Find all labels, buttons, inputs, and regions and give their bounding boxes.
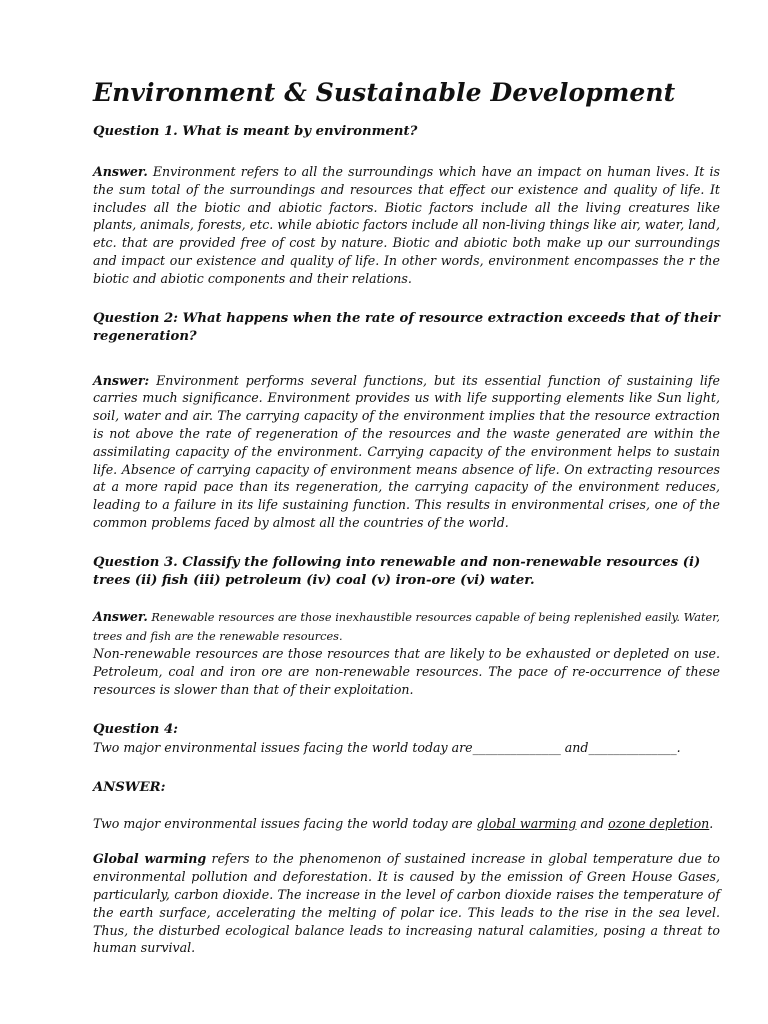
answer-1-body: Environment refers to all the surroundings which have an impact on human lives. It is the sum total of the surroundings and resources that effect our existence and quality of life. It includes all the biotic and abiotic factors. Biotic factors include all the living creatures like plants, animals, forests, etc. while abiotic factors include all non-living things like air, water, land, etc. that are provided free of cost by nature. Biotic and abiotic both make up our surroundings and impact our existence and quality of life. In other words, environment encompasses the r the biotic and abiotic components and their relations. xyxy=(93,164,720,286)
answer-4-period: . xyxy=(709,815,714,831)
question-4-prompt: Two major environmental issues facing the world today are______________ and______________. xyxy=(93,739,681,755)
answer-4-conj: and xyxy=(576,815,609,831)
answer-3-lead: Answer. xyxy=(93,608,148,624)
answer-2-body: Environment performs several functions, but its essential function of sustaining life carries much significance. Environment provides us with life supporting elements like Sun light, soil, water and air. The carrying capacity of the environment implies that the resource extraction is not above the rate of regeneration of the resources and the waste generated are within the assimilating capacity of the environment. Carrying capacity of the environment helps to sustain life. Absence of carrying capacity of environment means absence of life. On extracting resources at a more rapid pace than its regeneration, the carrying capacity of the environment reduces, leading to a failure in its life sustaining function. This results in environmental crises, one of the common problems faced by almost all the countries of the world. xyxy=(93,372,720,530)
page-title: Environment & Sustainable Development xyxy=(93,78,676,107)
answer-2 xyxy=(93,372,720,532)
answer-4-term-2: ozone depletion xyxy=(608,815,710,831)
global-warming-body: refers to the phenomenon of sustained increase in global temperature due to environmental pollution and deforestation. It is caused by the emission of Green House Gases, particularly, carbon dioxide. The increase in the level of carbon dioxide raises the temperature of the earth surface, accelerating the melting of polar ice. This leads to the rise in the sea level. Thus, the disturbed ecological balance leads to increasing natural calamities, posing a threat to human survival. xyxy=(93,851,720,956)
question-2: Question 2: What happens when the rate of resource extraction exceeds that of their regeneration? xyxy=(93,310,720,344)
answer-2-lead: Answer: xyxy=(93,372,150,388)
global-warming-paragraph xyxy=(93,850,720,957)
answer-3-nonrenewable: Non-renewable resources are those resources that are likely to be exhausted or depleted on use. Petroleum, coal and iron ore are non-renewable resources. The pace of re-occurrence of these resources is slower than that of their exploitation. xyxy=(93,646,720,697)
question-4: Question 4: xyxy=(93,721,179,737)
question-1: Question 1. What is meant by environment? xyxy=(93,124,418,139)
question-3: Question 3. Classify the following into renewable and non-renewable resources (i) trees (ii) fish (iii) petroleum (iv) coal (v) iron-ore (vi) water. xyxy=(93,554,701,588)
answer-4-term-1: global warming xyxy=(476,815,577,831)
global-warming-lead: Global warming xyxy=(93,851,207,867)
answer-1-lead: Answer. xyxy=(93,164,148,179)
answer-1 xyxy=(93,163,720,288)
answer-3 xyxy=(93,608,720,646)
answer-4-label: ANSWER: xyxy=(93,779,166,795)
answer-3-renewable: Renewable resources are those inexhaustible resources capable of being replenished easily. Water, trees and fish are the renewable resources. xyxy=(93,610,720,643)
answer-4-prefix: Two major environmental issues facing the world today are xyxy=(93,815,477,831)
answer-4-sentence xyxy=(93,815,720,833)
